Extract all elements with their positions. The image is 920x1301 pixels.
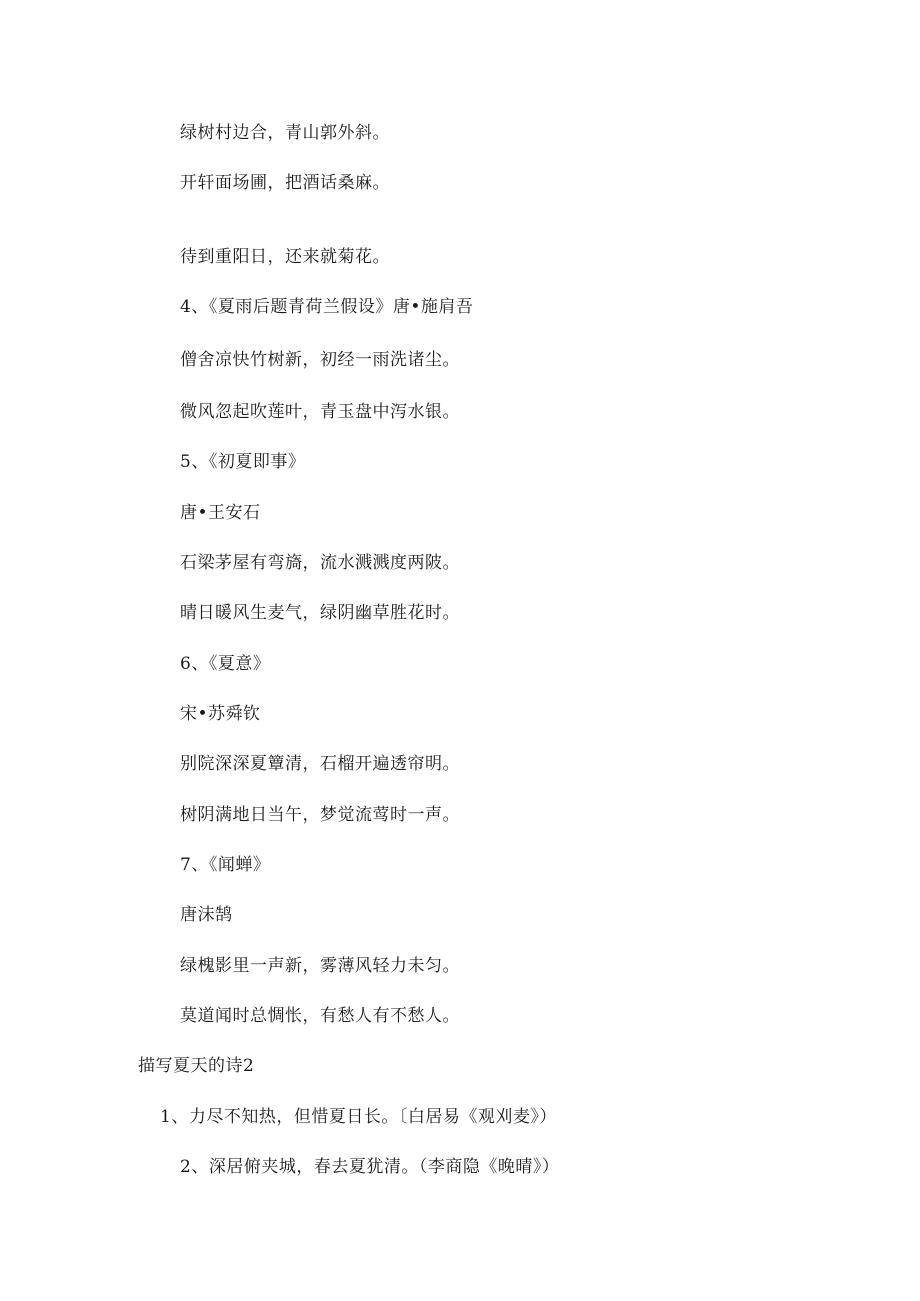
poem-line: 绿树村边合，青山郭外斜。 [180,123,390,143]
poem-line: 莫道闻时总惆怅，有愁人有不愁人。 [180,1006,460,1026]
poem-line: 石梁茅屋有弯旖，流水溅溅度两陂。 [180,553,460,573]
quote-item: 1、力尽不知热，但惜夏日长。〔白居易《观刈麦》） [160,1107,557,1127]
poem-author: 唐沫鹄 [180,905,233,925]
poem-line: 僧舍凉快竹树新，初经一雨洗诸尘。 [180,350,460,370]
poem-line: 别院深深夏簟清，石榴开遍透帘明。 [180,754,460,774]
poem-line: 开轩面场圃，把酒话桑麻。 [180,173,390,193]
poem-author: 唐•王安石 [180,503,261,523]
poem-line: 晴日暖风生麦气，绿阴幽草胜花时。 [180,603,460,623]
poem-title: 6、《夏意》 [180,654,271,674]
quote-item: 2、深居俯夹城，春去夏犹清。（李商隐《晚晴》） [180,1157,560,1177]
section-heading: 描写夏天的诗2 [138,1056,255,1076]
poem-title: 5、《初夏即事》 [180,452,306,472]
poem-line: 树阴满地日当午，梦觉流莺时一声。 [180,805,460,825]
poem-line: 绿槐影里一声新，雾薄风轻力未匀。 [180,956,460,976]
poem-line: 待到重阳日，还来就菊花。 [180,247,390,267]
poem-title: 7、《闻蝉》 [180,855,271,875]
poem-title: 4、《夏雨后题青荷兰假设》唐•施肩吾 [180,297,474,317]
poem-line: 微风忽起吹莲叶，青玉盘中泻水银。 [180,402,460,422]
poem-author: 宋•苏舜钦 [180,704,261,724]
